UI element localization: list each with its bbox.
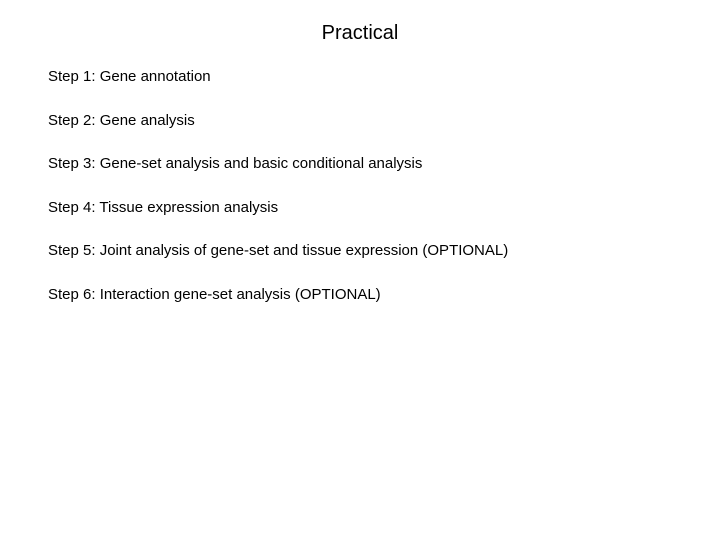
list-item-step-6 [48,285,508,305]
list-item-step-1 [48,67,508,87]
step-text: Step 2: Gene analysis [48,111,195,129]
list-item-step-2 [48,111,508,131]
optional-open-paren: ( [294,285,300,303]
list-item-step-5 [48,241,508,261]
optional-open-paren: ( [422,242,428,259]
step-text: Step 5: Joint analysis of gene-set and tissue expression [48,242,423,259]
optional-tag: OPTIONAL [427,242,504,259]
optional-close-paren: ) [375,285,381,303]
list-item-step-3 [48,154,508,174]
step-text: Step 3: Gene-set analysis and basic conditional analysis [48,155,423,172]
step-text: Step 4: Tissue expression analysis [48,198,279,216]
slide-title: Practical [321,22,399,44]
step-text: Step 6: Interaction gene-set analysis [48,285,295,303]
list-item-step-4 [48,198,508,218]
optional-close-paren: ) [503,242,509,259]
steps-list [48,67,508,328]
step-text: Step 1: Gene annotation [48,68,211,85]
optional-tag: OPTIONAL [299,285,376,303]
